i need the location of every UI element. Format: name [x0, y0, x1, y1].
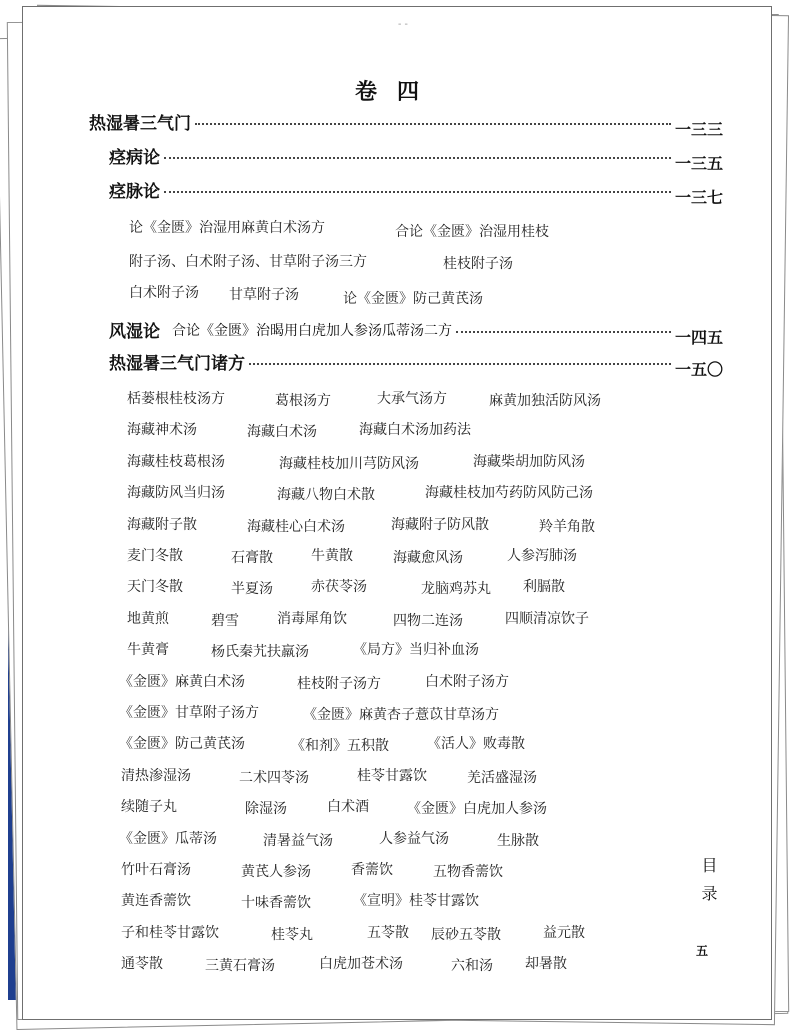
section-label: 目录: [699, 857, 718, 913]
toc-entry: [109, 317, 723, 348]
formula-item: 五物香薷饮: [433, 864, 503, 880]
formula-item: 六和汤: [451, 958, 493, 975]
formula-item: 麦门冬散: [127, 548, 183, 564]
formula-item: 牛黄膏: [127, 642, 169, 659]
formula-item: 碧雪: [211, 612, 239, 629]
formula-item: 白术附子汤方: [425, 673, 509, 690]
toc-entry-page: 一四五: [674, 328, 723, 347]
formula-item: 麻黄加独活防风汤: [489, 393, 601, 409]
formula-item: 龙脑鸡苏丸: [421, 581, 491, 598]
toc-entry: [89, 109, 723, 140]
formula-item: 利膈散: [523, 579, 565, 596]
toc-subitem: 附子汤、白术附子汤、甘草附子汤三方: [129, 254, 367, 270]
toc-entry: [109, 177, 723, 208]
formula-item: 《金匮》白虎加人参汤: [407, 801, 547, 818]
formula-item: 栝蒌根桂枝汤方: [127, 391, 225, 407]
formula-item: 半夏汤: [231, 581, 273, 598]
toc-entry-label: 痉病论: [109, 148, 160, 168]
formula-item: 四顺清凉饮子: [505, 610, 589, 627]
toc-entry-page: 一三五: [674, 154, 723, 173]
formula-item: 香薷饮: [351, 862, 393, 878]
formula-item: 海藏白术汤加药法: [359, 422, 471, 439]
toc-entry: [109, 349, 723, 380]
toc-entry-label: 痉脉论: [109, 182, 160, 202]
dot-leader: [164, 143, 671, 159]
formula-item: 地黄煎: [127, 610, 169, 627]
formula-item: 二术四苓汤: [239, 769, 309, 786]
toc-page: [22, 6, 772, 1020]
dot-leader: [195, 109, 671, 125]
toc-subitem: 甘草附子汤: [229, 287, 299, 303]
formula-item: 海藏柴胡加防风汤: [473, 453, 585, 470]
formula-item: 清暑益气汤: [263, 832, 333, 849]
formula-item: 桂枝附子汤方: [297, 675, 381, 692]
volume-title: 卷四: [354, 79, 439, 105]
formula-item: 海藏附子散: [127, 516, 197, 533]
toc-entry-page: 一五〇: [674, 360, 723, 379]
toc-subitem: 白术附子汤: [129, 285, 199, 301]
formula-item: 海藏桂枝加川芎防风汤: [279, 455, 419, 472]
formula-item: 海藏八物白术散: [277, 487, 375, 504]
toc-entry-label: 热湿暑三气门诸方: [109, 354, 245, 374]
formula-item: 海藏桂心白术汤: [247, 518, 345, 535]
formula-item: 续随子丸: [121, 799, 177, 816]
formula-item: 却暑散: [525, 956, 567, 973]
formula-item: 海藏桂枝葛根汤: [127, 453, 225, 470]
toc-entry-label: 热湿暑三气门: [89, 114, 191, 134]
formula-item: 四物二连汤: [393, 612, 463, 629]
formula-item: 《金匮》麻黄白术汤: [119, 673, 245, 690]
formula-item: 《活人》败毒散: [427, 736, 525, 753]
formula-item: 羚羊角散: [539, 518, 595, 535]
formula-item: 人参泻肺汤: [507, 548, 577, 564]
formula-item: 羌活盛湿汤: [467, 769, 537, 786]
formula-item: 竹叶石膏汤: [121, 862, 191, 878]
formula-item: 生脉散: [497, 832, 539, 849]
formula-item: 海藏附子防风散: [391, 516, 489, 533]
formula-item: 五苓散: [367, 924, 409, 941]
toc-subitem: 合论《金匮》治湿用桂枝: [395, 224, 549, 240]
formula-item: 黄芪人参汤: [241, 864, 311, 880]
formula-item: 桂苓甘露饮: [357, 767, 427, 784]
formula-item: 《局方》当归补血汤: [353, 642, 479, 659]
formula-item: 《金匮》瓜蒂汤: [119, 830, 217, 847]
formula-item: 天门冬散: [127, 579, 183, 596]
page-top-mark: - -: [398, 19, 408, 30]
toc-entry-subtitle: 合论《金匮》治暍用白虎加人参汤瓜蒂汤二方: [172, 323, 452, 339]
formula-item: 桂苓丸: [271, 926, 313, 943]
formula-item: 海藏白术汤: [247, 424, 317, 441]
formula-item: 白术酒: [327, 799, 369, 816]
formula-item: 白虎加苍术汤: [319, 956, 403, 973]
formula-item: 《和剂》五积散: [291, 738, 389, 755]
formula-item: 葛根汤方: [275, 393, 331, 409]
formula-item: 杨氏秦艽扶羸汤: [211, 644, 309, 661]
formula-item: 海藏愈风汤: [393, 550, 463, 566]
formula-item: 子和桂苓甘露饮: [121, 924, 219, 941]
formula-item: 石膏散: [231, 550, 273, 566]
formula-item: 牛黄散: [311, 548, 353, 564]
formula-item: 除湿汤: [245, 801, 287, 818]
formula-item: 十味香薷饮: [241, 895, 311, 912]
toc-entry: [109, 143, 723, 174]
formula-item: 海藏防风当归汤: [127, 485, 225, 502]
toc-entry-page: 一三三: [674, 120, 723, 139]
formula-item: 《金匮》防己黄芪汤: [119, 736, 245, 753]
section-label-vertical: [691, 857, 718, 925]
toc-subitem: 论《金匮》防己黄芪汤: [343, 291, 483, 307]
formula-item: 益元散: [543, 924, 585, 941]
formula-item: 大承气汤方: [377, 391, 447, 407]
toc-entry-page: 一三七: [674, 188, 723, 207]
formula-item: 海藏神术汤: [127, 422, 197, 439]
formula-item: 赤茯苓汤: [311, 579, 367, 596]
dot-leader: [456, 317, 671, 333]
formula-item: 海藏桂枝加芍药防风防己汤: [425, 485, 593, 502]
formula-item: 通苓散: [121, 956, 163, 973]
formula-item: 辰砂五苓散: [431, 926, 501, 943]
formula-item: 消毒犀角饮: [277, 610, 347, 627]
formula-item: 《宣明》桂苓甘露饮: [353, 893, 479, 910]
formula-item: 人参益气汤: [379, 830, 449, 847]
formula-item: 《金匮》麻黄杏子薏苡甘草汤方: [303, 707, 499, 723]
toc-subitem: 桂枝附子汤: [443, 256, 513, 272]
page-number: 五: [695, 944, 708, 958]
toc-subitem: 论《金匮》治湿用麻黄白术汤方: [129, 220, 325, 236]
formula-item: 黄连香薷饮: [121, 893, 191, 910]
dot-leader: [164, 177, 671, 193]
formula-item: 《金匮》甘草附子汤方: [119, 705, 259, 721]
formula-item: 三黄石膏汤: [205, 958, 275, 975]
dot-leader: [249, 349, 671, 365]
formula-item: 清热渗湿汤: [121, 767, 191, 784]
toc-entry-label: 风湿论: [109, 322, 160, 342]
